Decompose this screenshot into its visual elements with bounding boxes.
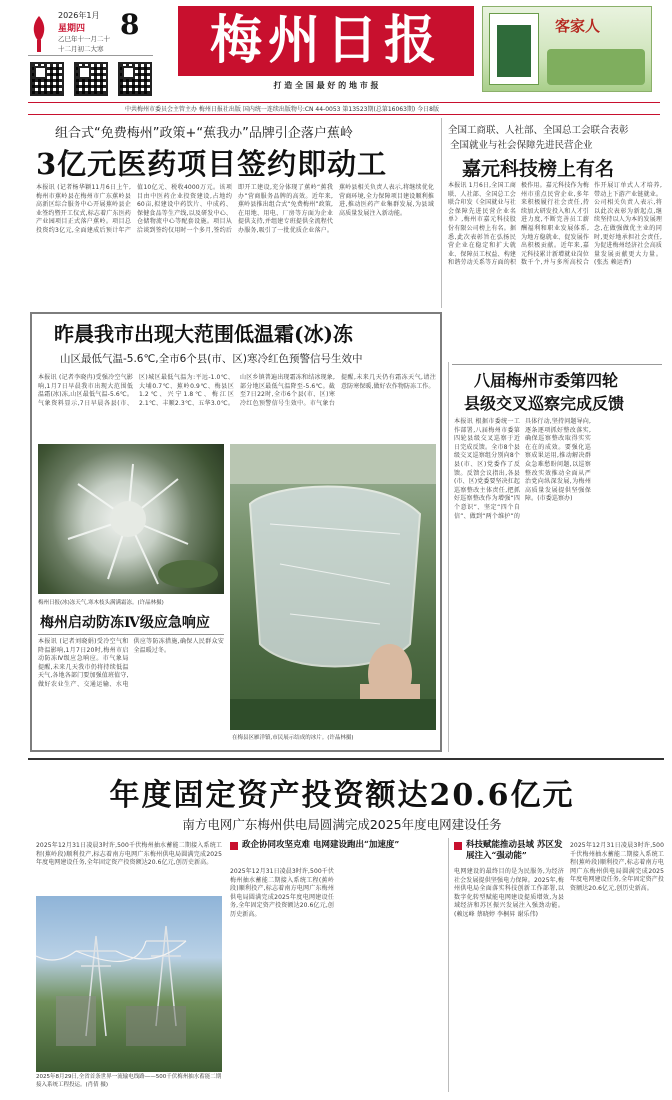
ice-photo[interactable]: [230, 444, 436, 730]
investment-intro: [36, 842, 222, 892]
freeze-headline[interactable]: 梅州启动防冻Ⅳ级应急响应: [40, 615, 210, 631]
ice-photo-caption: 在梅县区雁洋镇,市民展示结成的冰片。(许晶林摄): [232, 735, 354, 741]
ad-slogan: 客家人: [555, 17, 601, 35]
award-article-text: 本报讯 1月6日,全国工商联、人社部、全国总工会联合印发《全国就业与社会保障先进民营企业名单》,梅州市嘉元科技股份有限公司榜上有名。据悉,此次表彰旨在弘扬民营企业在稳定和扩大就业、保障员工权益、构建和谐劳动关系等方面的积极作用。嘉元科技作为梅州市重点民营企业,多年来积极履行社会责任,持续加大研发投入和人才引进力度,不断完善员工薪酬福利和职业发展体系,为地方稳就业、促发展作出积极贡献。近年来,嘉元科技累计新增就业岗位数千个,并与多所高校合作开展订单式人才培养,带动上下游产业链就业。公司相关负责人表示,将以此次表彰为新起点,继续坚持以人为本的发展理念,在做强做优主业的同时,更好地承担社会责任,为促进梅州经济社会高质量发展贡献更大力量。(张杰 赖运香): [448, 182, 662, 267]
section-badge-icon: [454, 842, 462, 850]
middle-body: [230, 868, 444, 1090]
section-badge-icon: [230, 842, 238, 850]
right-body: [454, 868, 564, 1090]
award-headline[interactable]: 嘉元科技榜上有名: [462, 158, 615, 180]
power-line-photo[interactable]: [36, 896, 222, 1072]
qr-code[interactable]: [74, 62, 108, 96]
far-right-body: [570, 842, 664, 1090]
qr-code[interactable]: [30, 62, 64, 96]
investment-subhead: 南方电网广东梅州供电局圆满完成2025年度电网建设任务: [182, 817, 502, 832]
lead-headline[interactable]: 3亿元医药项目签约即动工: [36, 147, 388, 181]
lunar-date-2: 十二月初二大寒: [58, 45, 104, 53]
lead-kicker: 组合式“免费梅州”政策+“蕉我办”品牌引企落户蕉岭: [55, 126, 353, 141]
power-photo-caption: 2025年8月29日,全省首条世界一流输电线路——500千伏梅州抽水蓄能二期接入系统工程投运。(肖倩 摄): [36, 1074, 222, 1088]
qr-code[interactable]: [118, 62, 152, 96]
inspection-headline-2[interactable]: 县级交叉巡察完成反馈: [464, 394, 625, 413]
section-title-left[interactable]: 政企协同攻坚克难 电网建设跑出“加速度”: [242, 840, 400, 850]
issue-weekday: 星期四: [58, 24, 86, 34]
frost-photo-caption: 梅州日报(冰)冻天气,寒木枝头满满霜冻。(许晶林摄): [38, 600, 164, 606]
newspaper-title: 梅州日报: [178, 6, 474, 76]
right-article-text: 电网建设的最终目的是为民服务,为经济社会发展提供坚强电力保障。2025年,梅州供电局全面落实科技创新工作部署,以数字化转型赋能电网建设提质增效,为县域经济和苏区振兴发展注入强劲动能。(赖远峰 蔡晓婷 李桐昇 谢乐伟): [454, 868, 564, 918]
emblem-icon: [28, 14, 50, 54]
publication-info: 中共梅州市委员会主管主办 梅州日报社出版 国内统一连续出版物号:CN 44-0053 第13523期(总第16063期) 今日8版: [125, 106, 439, 113]
frost-subhead: 山区最低气温-5.6℃,全市6个县(市、区)寒冷红色预警信号生效中: [60, 353, 363, 365]
issue-date: 2026年1月: [58, 11, 100, 20]
section-title-right[interactable]: 科技赋能推动县域 苏区发展注入“强动能”: [466, 840, 563, 861]
middle-article-text: 2025年12月31日凌晨3时许,500千伏梅州抽水蓄能二期接入系统工程(蕉岭段)顺利投产,标志着南方电网广东梅州供电局圆满完成2025年度电网建设任务,全年固定资产投资额达20.6亿元,创历史新高。: [230, 868, 334, 918]
frost-body: [38, 374, 436, 440]
far-right-article-text: 2025年12月31日凌晨3时许,500千伏梅州抽水蓄能二期接入系统工程(蕉岭段)顺利投产,标志着南方电网广东梅州供电局圆满完成2025年度电网建设任务,全年固定资产投资额达20.6亿元,创历史新高。: [570, 842, 664, 892]
frost-article-text: 本报讯 (记者李晓冉)受强冷空气影响,1月7日早晨我市出现大范围低温霜(冰)冻,山区最低气温-5.6℃。气象资料显示,7日早晨各县(市、区)城区最低气温为:平远-1.0℃、大埔0.7℃、蕉岭0.9℃、梅县区1.2℃、兴宁1.8℃、梅江区2.1℃、丰顺2.3℃、五华3.0℃。山区乡镇普遍出现霜冻和结冰现象,部分地区最低气温降至-5.6℃。截至7日22时,全市6个县(市、区)寒冷红色预警信号生效中。市气象台提醒,未来几天仍有霜冻天气,请注意防寒保暖,做好农作物防冻工作。: [38, 374, 436, 407]
frost-headline[interactable]: 昨晨我市出现大范围低温霜(冰)冻: [54, 322, 353, 346]
award-kicker: 全国工商联、人社部、全国总工会联合表彰: [448, 125, 629, 136]
frost-photo[interactable]: [38, 444, 224, 594]
inspection-body: [454, 418, 662, 752]
freeze-body: [38, 638, 224, 744]
award-body: [448, 182, 662, 358]
masthead: [0, 0, 672, 100]
slogan: 打 造 全 国 最 好 的 地 市 报: [273, 81, 379, 90]
inspection-headline[interactable]: 八届梅州市委第四轮: [474, 371, 619, 390]
freeze-article-text: 本报讯 (记者刘晓娟)受冷空气和降温影响,1月7日20时,梅州市启动防冻Ⅳ级应急响应。市气象局提醒,未来几天我市仍将持续低温天气,各地各部门要加强值班值守,做好农业生产、交通运输、水电供应等防冻措施,确保人民群众安全温暖过冬。: [38, 638, 224, 688]
investment-headline[interactable]: 年度固定资产投资额达20.6亿元: [109, 778, 575, 813]
lunar-date: 乙巳年十一月二十: [58, 35, 110, 43]
inspection-article-text: 本报讯 根据市委统一工作部署,八届梅州市委第四轮县级交叉巡察于近日完成反馈。全市8个县级交叉巡察组分别向8个县(市、区)党委作了反馈。反馈会议指出,各县(市、区)党委要坚决扛起巡察整改主体责任,把抓好巡察整改作为增强“四个意识”、坚定“四个自信”、做到“两个维护”的具体行动,坚持问题导向,逐条逐项抓好整改落实,确保巡察整改取得实实在在的成效。要强化巡察成果运用,推动解决群众急难愁盼问题,以巡察整改实效推动全面从严治党向纵深发展,为梅州高质量发展提供坚强保障。(市委巡察办): [454, 418, 591, 520]
issue-day: 8: [120, 8, 140, 41]
lead-body: [36, 184, 434, 306]
investment-article-text: 2025年12月31日凌晨3时许,500千伏梅州抽水蓄能二期接入系统工程(蕉岭段)顺利投产,标志着南方电网广东梅州供电局圆满完成2025年度电网建设任务,全年固定资产投资额达20.6亿元,创历史新高。: [36, 842, 222, 867]
advertisement[interactable]: [482, 6, 652, 92]
lead-article-text: 本报讯 (记者杨华颖11月6日上午,梅州市蕉岭县在梅州市广东蕉岭县高新区综合服务中心开展蕉岭县企业签约暨开工仪式,标志着广东医药产业园项目正式落户蕉岭。项目总投资约3亿元,全面建成后预计年产值10亿元、税收4000万元。该项目由中医药企业投资建设,占地约60亩,拟建设中药饮片、中成药、保健食品等生产线,以及研发中心、仓储物流中心等配套设施。项目从洽谈到签约仅用时一个多月,签约后即开工建设,充分体现了蕉岭“蕉我办”营商服务品牌的高效。近年来,蕉岭县推出组合式“免费梅州”政策,在用地、用电、厂房等方面为企业提供支持,并组建专班提供全流程代办服务,吸引了一批优质企业落户。蕉岭县相关负责人表示,将继续优化营商环境,全力保障项目建设顺利推进,推动医药产业集群发展,为县域高质量发展注入新动能。: [36, 184, 434, 234]
award-kicker-2: 全国就业与社会保障先进民营企业: [450, 140, 593, 151]
